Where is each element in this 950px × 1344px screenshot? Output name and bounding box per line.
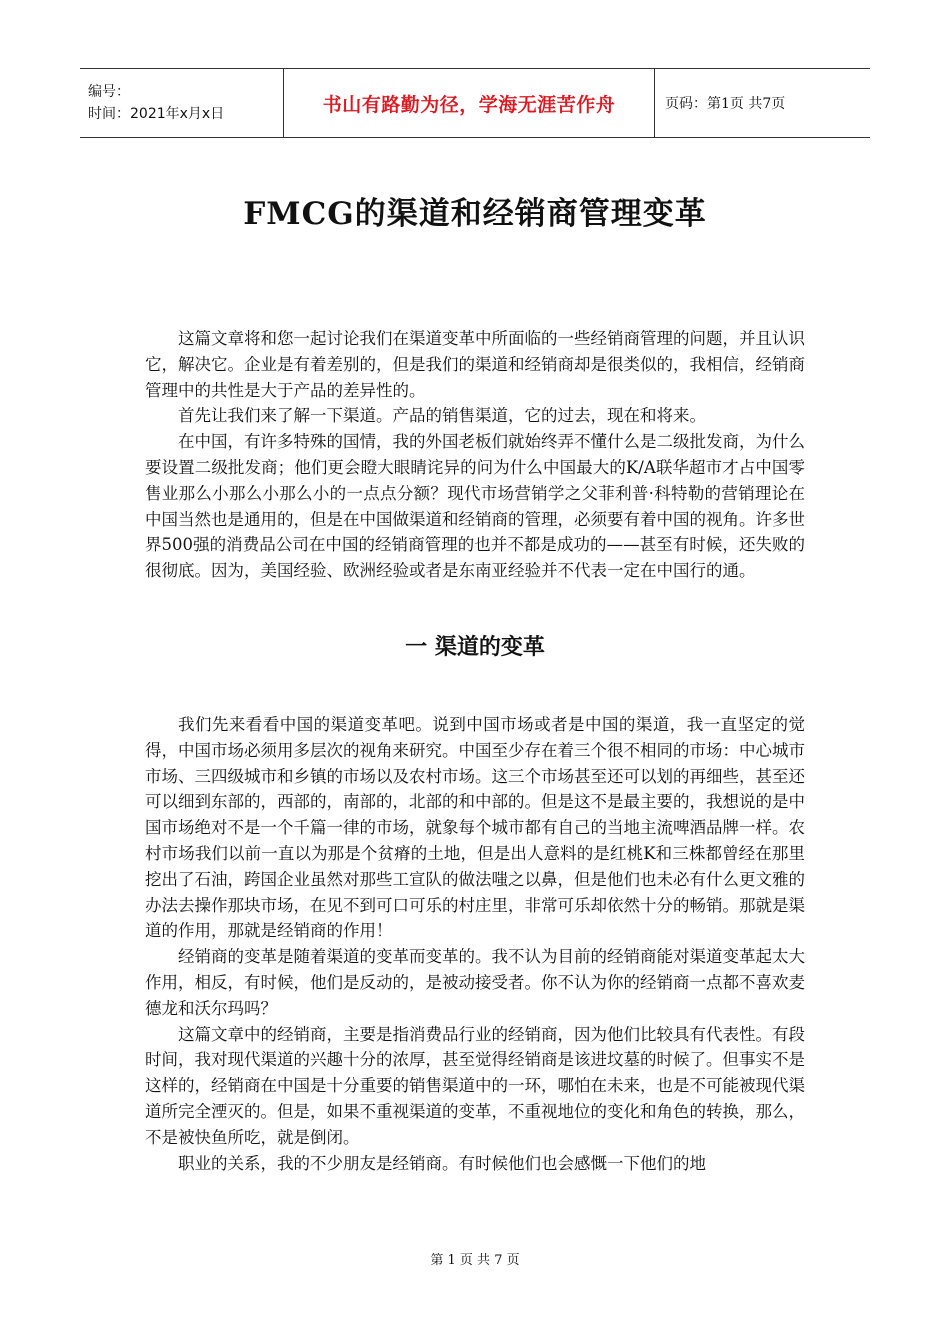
channel-section: [145, 712, 805, 1176]
intro-section: [145, 326, 805, 584]
section-paragraph: 这篇文章中的经销商，主要是指消费品行业的经销商，因为他们比较具有代表性。有段时间，我对现代渠道的兴趣十分的浓厚，甚至觉得经销商是该进坟墓的时候了。但事实不是这样的，经销商在中国是十分重要的销售渠道中的一环，哪怕在未来，也是不可能被现代渠道所完全湮灭的。但是，如果不重视渠道的变革，不重视地位的变化和角色的转换，那么，不是被快鱼所吃，就是倒闭。: [145, 1024, 805, 1147]
intro-paragraph: 在中国，有许多特殊的国情，我的外国老板们就始终弄不懂什么是二级批发商，为什么要设置二级批发商；他们更会瞪大眼睛诧异的问为什么中国最大的K/A联华超市才占中国零售业那么小那么小那么小的一点点分额？现代市场营销学之父菲利普·科特勒的营销理论在中国当然也是通用的，但是在中国做渠道和经销商的管理，必须要有着中国的视角。许多世界500强的消费品公司在中国的经销商管理的也并不都是成功的——甚至有时候，还失败的很彻底。因为，美国经验、欧洲经验或者是东南亚经验并不代表一定在中国行的通。: [145, 432, 805, 581]
section-paragraph: 我们先来看看中国的渠道变革吧。说到中国市场或者是中国的渠道，我一直坚定的觉得，中国市场必须用多层次的视角来研究。中国至少存在着三个很不相同的市场：中心城市市场、三四级城市和乡镇的市场以及农村市场。这三个市场甚至还可以划的再细些，甚至还可以细到东部的，西部的，南部的，北部的和中部的。但是这不是最主要的，我想说的是中国市场绝对不是一个千篇一律的市场，就象每个城市都有自己的当地主流啤酒品牌一样。农村市场我们以前一直以为那是个贫瘠的土地，但是出人意料的是红桃K和三株都曾经在那里挖出了石油，跨国企业虽然对那些工宣队的做法嗤之以鼻，但是他们也未必有什么更文雅的办法去操作那块市场，在见不到可口可乐的村庄里，非常可乐却依然十分的畅销。那就是渠道的作用，那就是经销商的作用！: [145, 715, 805, 941]
page-header: [80, 68, 870, 138]
document-title: FMCG的渠道和经销商管理变革: [243, 196, 707, 232]
time-label: 时间：2021年x月x日: [88, 106, 225, 122]
intro-paragraph: 首先让我们来了解一下渠道。产品的销售渠道，它的过去，现在和将来。: [178, 406, 706, 426]
section-paragraph: 职业的关系，我的不少朋友是经销商。有时候他们也会感慨一下他们的地: [178, 1153, 706, 1173]
header-motto-cell: [283, 69, 655, 137]
section-heading: 一 渠道的变革: [405, 635, 545, 660]
header-page-info: 页码：第1页 共7页: [665, 96, 786, 112]
page-footer: 第 1 页 共 7 页: [430, 1253, 520, 1268]
header-meta: [80, 69, 283, 137]
number-label: 编号：: [88, 84, 130, 100]
section-paragraph: 经销商的变革是随着渠道的变革而变革的。我不认为目前的经销商能对渠道变革起太大作用，相反，有时候，他们是反动的，是被动接受者。你不认为你的经销商一点都不喜欢麦德龙和沃尔玛吗？: [145, 947, 805, 1018]
intro-paragraph: 这篇文章将和您一起讨论我们在渠道变革中所面临的一些经销商管理的问题，并且认识它，解决它。企业是有着差别的，但是我们的渠道和经销商却是很类似的，我相信，经销商管理中的共性是大于产品的差异性的。: [145, 329, 805, 400]
header-motto: 书山有路勤为径，学海无涯苦作舟: [322, 93, 616, 116]
